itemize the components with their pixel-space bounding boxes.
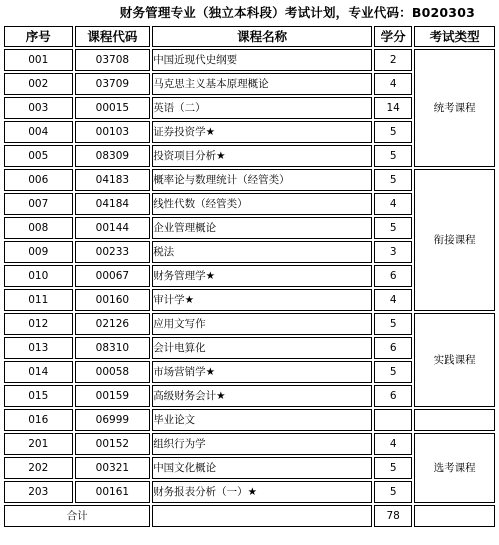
row-credit: 4 <box>374 73 412 95</box>
row-no: 006 <box>4 169 73 191</box>
row-course-name: 线性代数（经管类） <box>152 193 372 215</box>
row-credit: 3 <box>374 241 412 263</box>
row-course-name: 企业管理概论 <box>152 217 372 239</box>
row-no: 015 <box>4 385 73 407</box>
row-course-name: 财务管理学★ <box>152 265 372 287</box>
row-course-name: 税法 <box>152 241 372 263</box>
row-exam-type: 衔接课程 <box>414 169 495 311</box>
row-credit: 5 <box>374 313 412 335</box>
row-code: 00233 <box>75 241 151 263</box>
row-credit: 14 <box>374 97 412 119</box>
table-row <box>4 409 495 431</box>
row-code: 03709 <box>75 73 151 95</box>
row-no: 007 <box>4 193 73 215</box>
header-no: 序号 <box>4 26 73 47</box>
row-credit: 5 <box>374 169 412 191</box>
row-no: 001 <box>4 49 73 71</box>
row-no: 011 <box>4 289 73 311</box>
row-course-name: 市场营销学★ <box>152 361 372 383</box>
row-credit: 4 <box>374 433 412 455</box>
row-code: 00152 <box>75 433 151 455</box>
row-exam-type: 选考课程 <box>414 433 495 503</box>
total-empty-name <box>152 505 372 527</box>
table-row <box>4 313 495 335</box>
row-code: 02126 <box>75 313 151 335</box>
row-course-name: 审计学★ <box>152 289 372 311</box>
row-code: 08310 <box>75 337 151 359</box>
row-code: 03708 <box>75 49 151 71</box>
table-body <box>4 49 495 503</box>
table-row <box>4 49 495 71</box>
row-code: 00015 <box>75 97 151 119</box>
row-no: 016 <box>4 409 73 431</box>
row-course-name: 马克思主义基本原理概论 <box>152 73 372 95</box>
header-type: 考试类型 <box>414 26 495 47</box>
row-code: 00160 <box>75 289 151 311</box>
row-code: 00058 <box>75 361 151 383</box>
page-title: 财务管理专业（独立本科段）考试计划，专业代码：B020303 <box>119 5 475 20</box>
header-credit: 学分 <box>374 26 412 47</box>
exam-plan-table <box>2 24 497 529</box>
row-course-name: 英语（二） <box>152 97 372 119</box>
row-course-name: 组织行为学 <box>152 433 372 455</box>
row-no: 005 <box>4 145 73 167</box>
row-no: 203 <box>4 481 73 503</box>
row-credit: 6 <box>374 385 412 407</box>
row-exam-type: 实践课程 <box>414 313 495 407</box>
row-credit: 5 <box>374 457 412 479</box>
row-credit: 5 <box>374 217 412 239</box>
total-credit: 78 <box>374 505 412 527</box>
table-header-row <box>4 26 495 47</box>
table-row <box>4 433 495 455</box>
row-code: 00161 <box>75 481 151 503</box>
row-course-name: 高级财务会计★ <box>152 385 372 407</box>
row-course-name: 财务报表分析（一）★ <box>152 481 372 503</box>
row-course-name: 中国近现代史纲要 <box>152 49 372 71</box>
row-course-name: 毕业论文 <box>152 409 372 431</box>
row-code: 08309 <box>75 145 151 167</box>
row-course-name: 证券投资学★ <box>152 121 372 143</box>
row-code: 00144 <box>75 217 151 239</box>
total-label: 合计 <box>4 505 150 527</box>
row-credit: 5 <box>374 361 412 383</box>
row-no: 004 <box>4 121 73 143</box>
row-code: 00067 <box>75 265 151 287</box>
row-course-name: 概率论与数理统计（经管类） <box>152 169 372 191</box>
row-course-name: 应用文写作 <box>152 313 372 335</box>
row-no: 003 <box>4 97 73 119</box>
row-course-name: 会计电算化 <box>152 337 372 359</box>
total-row <box>4 505 495 527</box>
row-credit: 6 <box>374 265 412 287</box>
row-no: 202 <box>4 457 73 479</box>
row-credit: 2 <box>374 49 412 71</box>
row-no: 002 <box>4 73 73 95</box>
row-code: 04183 <box>75 169 151 191</box>
row-code: 04184 <box>75 193 151 215</box>
row-credit: 6 <box>374 337 412 359</box>
row-code: 00321 <box>75 457 151 479</box>
table-row <box>4 169 495 191</box>
row-no: 009 <box>4 241 73 263</box>
row-no: 013 <box>4 337 73 359</box>
row-no: 014 <box>4 361 73 383</box>
row-course-name: 投资项目分析★ <box>152 145 372 167</box>
row-credit: 5 <box>374 145 412 167</box>
row-exam-type <box>414 409 495 431</box>
row-no: 201 <box>4 433 73 455</box>
row-credit: 4 <box>374 193 412 215</box>
header-code: 课程代码 <box>75 26 151 47</box>
row-course-name: 中国文化概论 <box>152 457 372 479</box>
row-exam-type: 统考课程 <box>414 49 495 167</box>
header-name: 课程名称 <box>152 26 372 47</box>
row-code: 00159 <box>75 385 151 407</box>
total-empty-type <box>414 505 495 527</box>
row-no: 010 <box>4 265 73 287</box>
row-credit <box>374 409 412 431</box>
row-no: 012 <box>4 313 73 335</box>
row-credit: 5 <box>374 481 412 503</box>
row-no: 008 <box>4 217 73 239</box>
row-credit: 5 <box>374 121 412 143</box>
row-code: 06999 <box>75 409 151 431</box>
row-code: 00103 <box>75 121 151 143</box>
row-credit: 4 <box>374 289 412 311</box>
